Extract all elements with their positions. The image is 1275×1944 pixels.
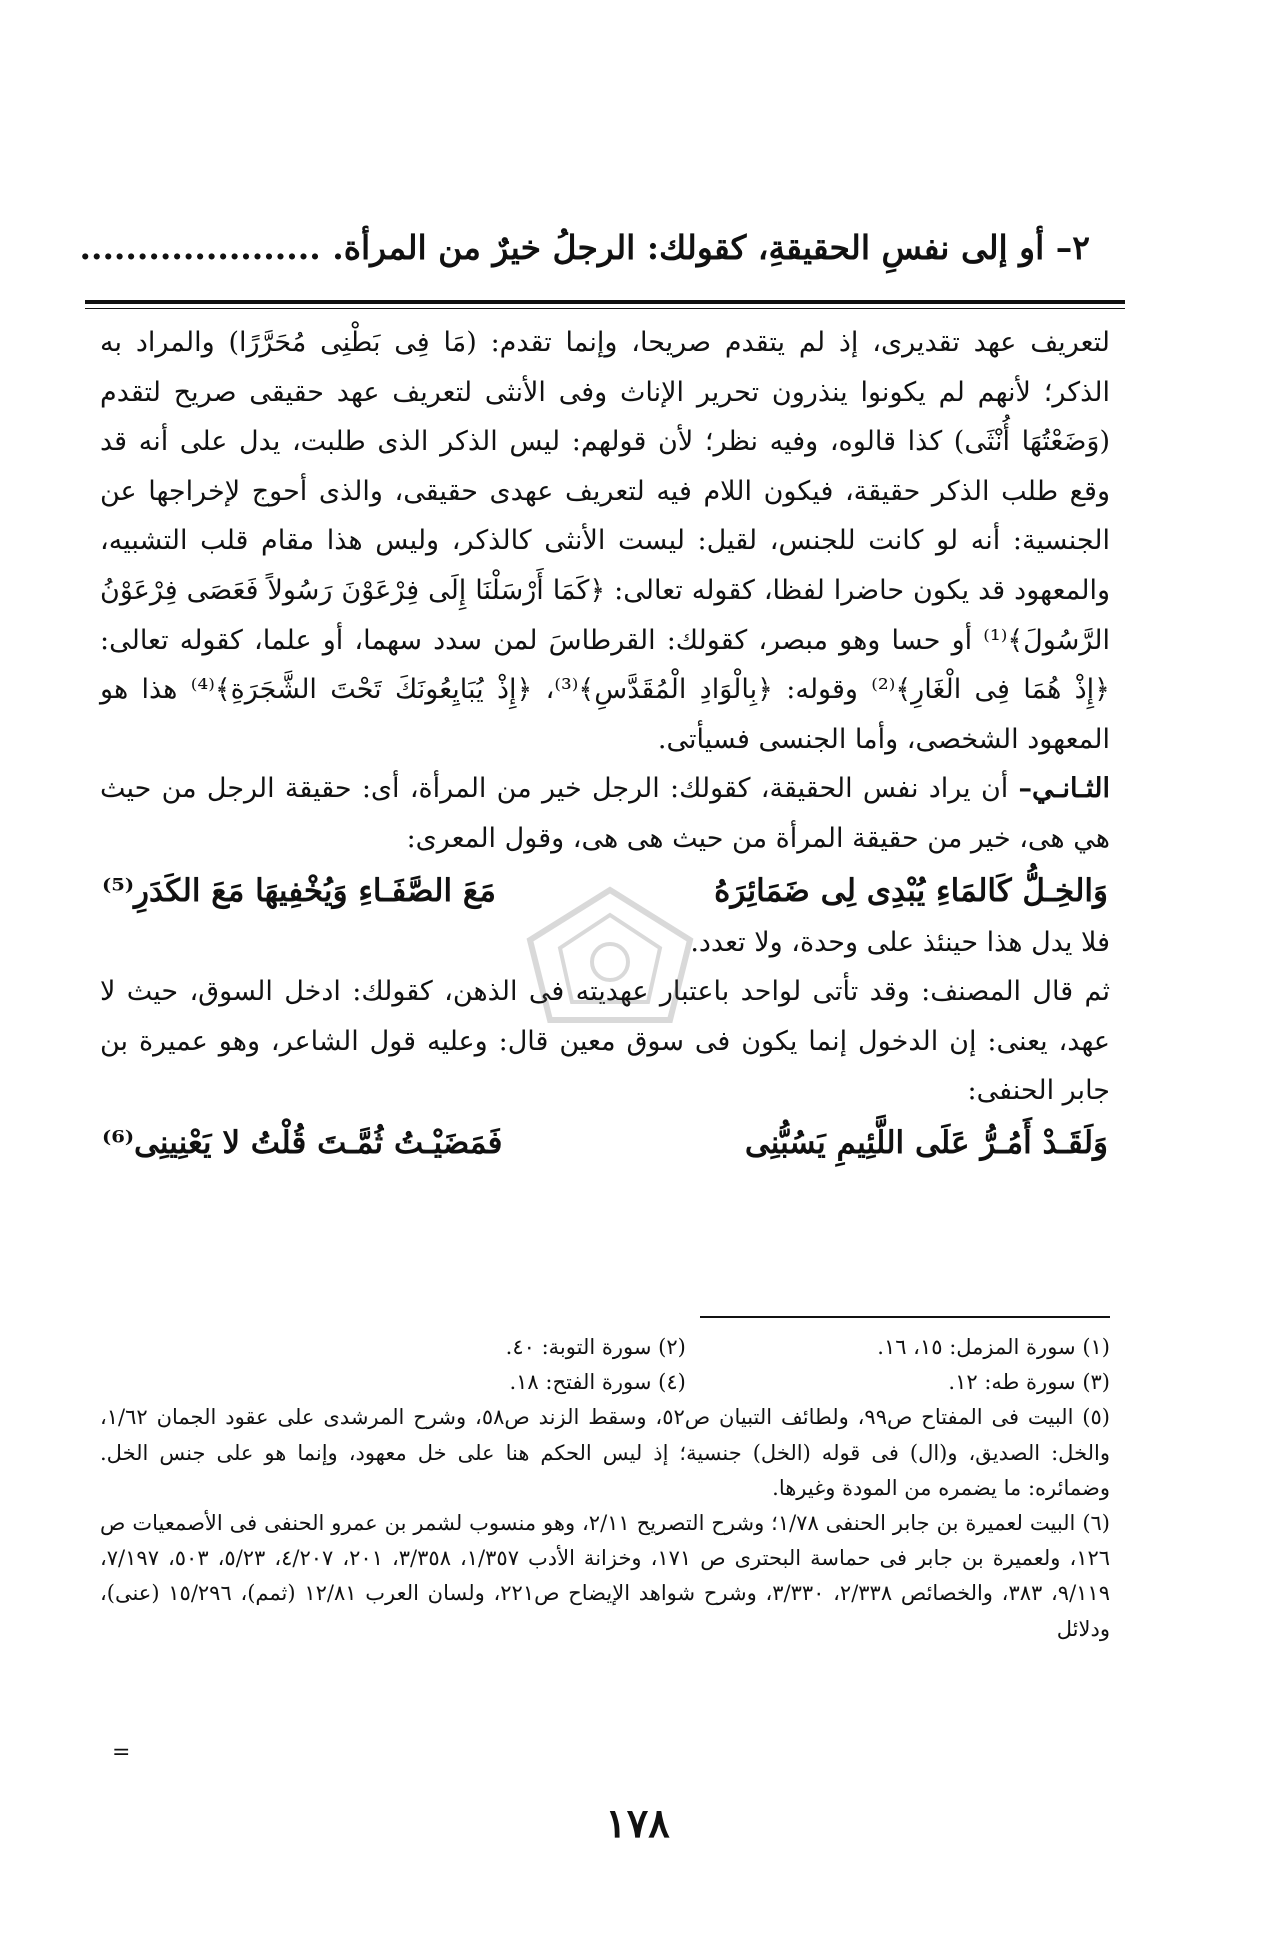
footnote-row-2 xyxy=(100,1365,1110,1400)
page-header: ٢– أو إلى نفسِ الحقيقةِ، كقولك: الرجلُ خيرٌ من المرأة. ..................... xyxy=(79,228,1090,267)
paragraph-2 xyxy=(100,764,1110,863)
footnotes xyxy=(100,1330,1110,1647)
header-rule-thick xyxy=(85,300,1125,304)
footnote-continuation-mark: = xyxy=(112,1740,131,1765)
verse-2-second-hemistich: فَمَضَيْـتُ ثُمَّـتَ قُلْتُ لا يَعْنِينِى⁽⁶⁾ xyxy=(102,1124,503,1161)
library-watermark-stamp xyxy=(520,880,700,1030)
footnote-6: (٦) البيت لعميرة بن جابر الحنفى ١/٧٨؛ وشرح التصريح ٢/١١، وهو منسوب لشمر بن عمرو الحنفى فى الأصمعيات ص ١٢٦، ولعميرة بن جابر فى حماسة البحترى ص ١٧١، وخزانة الأدب ١/٣٥٧، ٣/٣٥٨، ٢٠١، ٤/٢٠٧، ٥/٢٣، ٥٠٣، ٧/١٩٧، ٩/١١٩، ٣٨٣، والخصائص ٢/٣٣٨، ٣/٣٣٠، وشرح شواهد الإيضاح ص٢٢١، ولسان العرب ١٢/٨١ (ثمم)، ١٥/٢٩٦ (عنى)، ودلائل xyxy=(100,1511,1111,1641)
footnote-5: (٥) البيت فى المفتاح ص٩٩، ولطائف التبيان ص٥٢، وسقط الزند ص٥٨، وشرح المرشدى على عقود الجمان ١/٦٢، والخل: الصديق، و(ال) فى قوله (الخل) جنسية؛ إذ ليس الحكم هنا على خل معهود، وإنما هو على جنس الخل. وضمائره: ما يضمره من المودة وغيرها. xyxy=(100,1405,1110,1500)
main-text xyxy=(100,318,1110,1170)
verse-1-second-hemistich: مَعَ الصَّفَـاءِ وَيُخْفِيهَا مَعَ الكَدَرِ⁽⁵⁾ xyxy=(102,872,496,909)
paragraph-2-heading: الثـانـي– xyxy=(1018,773,1110,805)
header-rule-thin xyxy=(85,308,1125,309)
page-number: ١٧٨ xyxy=(605,1800,670,1847)
footnote-row-1 xyxy=(100,1330,1110,1365)
paragraph-4: ثم قال المصنف: وقد تأتى لواحد باعتبار عهديته فى الذهن، كقولك: ادخل السوق، حيث لا عهد، يعنى: إن الدخول إنما يكون فى سوق معين قال: وعليه قول الشاعر، وهو عميرة بن جابر الحنفى: xyxy=(100,976,1110,1107)
verse-2-first-hemistich: وَلَقَـدْ أَمُـرُّ عَلَى اللَّئِيمِ يَسُبُّنِى xyxy=(744,1124,1108,1161)
footnote-divider xyxy=(700,1316,1110,1318)
verse-1-first-hemistich: وَالخِـلُّ كَالمَاءِ يُبْدِى لِى ضَمَائِرَهُ xyxy=(714,872,1108,909)
footnote-2: (٢) سورة التوبة: ٤٠. xyxy=(505,1335,686,1359)
paragraph-1: لتعريف عهد تقديرى، إذ لم يتقدم صريحا، وإنما تقدم: (مَا فِى بَطْنِى مُحَرَّرًا) والمراد به الذكر؛ لأنهم لم يكونوا ينذرون تحرير الإناث وفى الأنثى لتعريف عهد حقيقى صريح لتقدم (وَضَعْتُهَا أُنْثَى) كذا قالوه، وفيه نظر؛ لأن قولهم: ليس الذكر الذى طلبت، يدل على أنه قد وقع طلب الذكر حقيقة، فيكون اللام فيه لتعريف عهدى حقيقى، والذى أحوج لإخراجها عن الجنسية: أنه لو كانت للجنس، لقيل: ليست الأنثى كالذكر، وليس هذا مقام قلب التشبيه، والمعهود قد يكون حاضرا لفظا، كقوله تعالى: ﴿كَمَا أَرْسَلْنَا إِلَى فِرْعَوْنَ رَسُولاً فَعَصَى فِرْعَوْنُ الرَّسُولَ﴾⁽¹⁾ أو حسا وهو مبصر، كقولك: القرطاسَ لمن سدد سهما، أو علما، كقوله تعالى: ﴿إِذْ هُمَا فِى الْغَارِ﴾⁽²⁾ وقوله: ﴿بِالْوَادِ الْمُقَدَّسِ﴾⁽³⁾، ﴿إِذْ يُبَايِعُونَكَ تَحْتَ الشَّجَرَةِ﴾⁽⁴⁾ هذا هو المعهود الشخصى، وأما الجنسى فسيأتى. xyxy=(100,327,1110,755)
footnote-3: (٣) سورة طه: ١٢. xyxy=(948,1370,1110,1395)
verse-2 xyxy=(100,1116,1110,1170)
paragraph-2-text: أن يراد نفس الحقيقة، كقولك: الرجل خير من المرأة، أى: حقيقة الرجل من حيث هي هى، خير من حقيقة المرأة من حيث هى هى، وقول المعرى: xyxy=(100,773,1110,854)
footnote-1: (١) سورة المزمل: ١٥، ١٦. xyxy=(877,1335,1110,1359)
paragraph-3: فلا يدل هذا حينئذ على وحدة، ولا تعدد. xyxy=(690,926,1110,958)
footnote-4: (٤) سورة الفتح: ١٨. xyxy=(509,1370,686,1395)
